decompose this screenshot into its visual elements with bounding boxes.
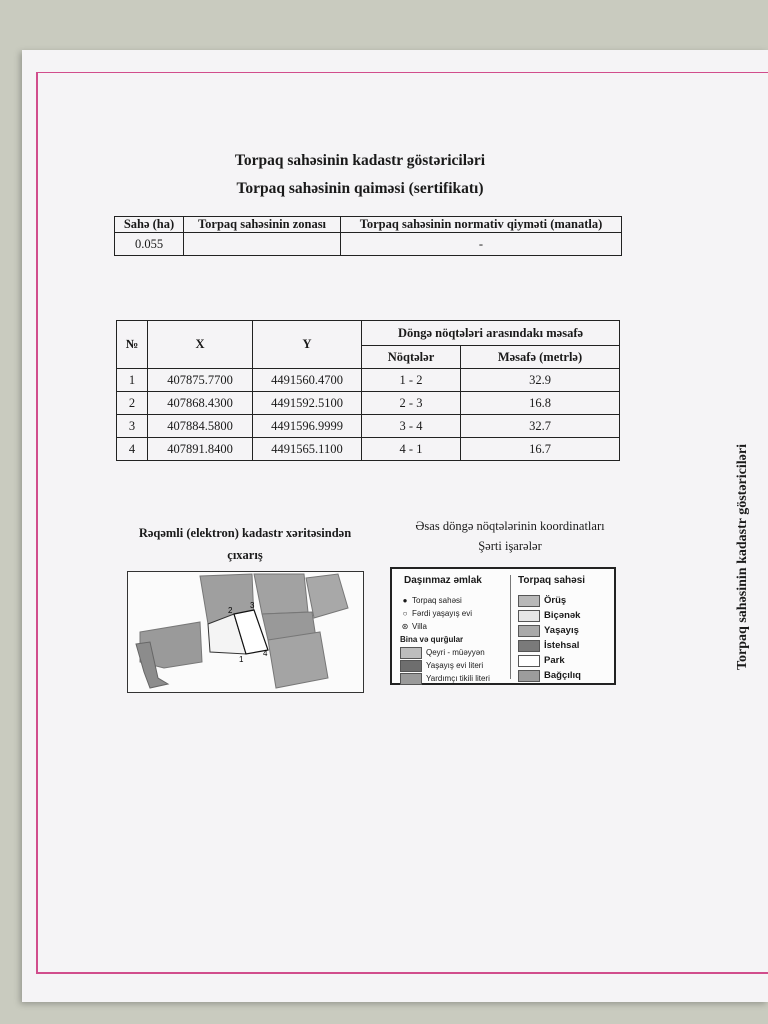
map-point-label: 1 [239,655,244,664]
legend-divider [510,575,511,679]
legend-heading: Torpaq sahəsi [518,575,586,586]
swatch-icon [400,647,422,659]
map-caption-line: Rəqəmli (elektron) kadastr xəritəsindən [138,526,352,540]
map-drawing [128,572,362,691]
x-value: 407891.8400 [148,438,253,461]
swatch-icon [518,670,540,682]
document-title: Torpaq sahəsinin kadastr göstəriciləri [234,152,486,169]
swatch-icon [518,610,540,622]
legend-box [390,567,616,685]
legend-caption [385,516,635,556]
legend-item: İstehsal [518,639,614,654]
legend-heading: Daşınmaz əmlak [404,575,482,586]
distance-value: 32.9 [461,369,620,392]
x-value: 407875.7700 [148,369,253,392]
map-caption-line: çıxarış [227,548,263,562]
legend-caption-line: Şərti işarələr [478,539,542,553]
header-area: Sahə (ha) [115,217,184,233]
legend-item: ● Torpaq sahəsi [400,594,506,607]
table-row [117,392,620,415]
header-number: № [117,321,148,369]
distance-value: 16.7 [461,438,620,461]
swatch-icon [518,625,540,637]
area-value: 0.055 [115,233,184,256]
map-point-label: 2 [228,606,233,615]
summary-table [114,216,622,256]
legend-item: Yaşayış [518,624,614,639]
legend-item: Bağçılıq [518,669,614,684]
house-icon: ○ [402,609,408,618]
y-value: 4491592.5100 [253,392,362,415]
points-value: 2 - 3 [362,392,461,415]
row-number: 1 [117,369,148,392]
header-points: Nöqtələr [362,346,461,369]
dot-icon: ● [402,596,408,605]
header-y: Y [253,321,362,369]
y-value: 4491560.4700 [253,369,362,392]
legend-item: Qeyri - müəyyən [400,646,506,659]
header-x: X [148,321,253,369]
table-row [117,438,620,461]
map-point-label: 4 [263,649,268,658]
row-number: 3 [117,415,148,438]
y-value: 4491596.9999 [253,415,362,438]
header-normative-price: Torpaq sahəsinin normativ qiyməti (manatla) [341,217,622,233]
header-distance-group: Döngə nöqtələri arasındakı məsafə [362,321,620,346]
villa-icon: ⊛ [401,622,409,631]
header-distance: Məsafə (metrlə) [461,346,620,369]
points-value: 4 - 1 [362,438,461,461]
legend-item: Park [518,654,614,669]
table-header-row [115,217,622,233]
price-value: - [341,233,622,256]
points-value: 1 - 2 [362,369,461,392]
legend-land-column [518,575,614,684]
legend-item: Örüş [518,594,614,609]
distance-value: 32.7 [461,415,620,438]
swatch-icon [518,655,540,667]
map-caption [125,522,365,566]
table-row [117,415,620,438]
legend-item: ○ Fərdi yaşayış evi [400,607,506,620]
side-title-text: Torpaq sahəsinin kadastr göstəriciləri [735,444,750,670]
row-number: 2 [117,392,148,415]
zone-value [184,233,341,256]
legend-item: Biçənək [518,609,614,624]
table-header-row [117,321,620,346]
x-value: 407884.5800 [148,415,253,438]
swatch-icon [518,595,540,607]
y-value: 4491565.1100 [253,438,362,461]
legend-item: Yaşayış evi literi [400,659,506,672]
legend-item: ⊛ Villa [401,622,427,631]
map-point-label: 3 [250,601,255,610]
swatch-icon [518,640,540,652]
distance-value: 16.8 [461,392,620,415]
coordinates-table [116,320,620,461]
x-value: 407868.4300 [148,392,253,415]
legend-caption-line: Əsas döngə nöqtələrinin koordinatları [415,519,605,533]
row-number: 4 [117,438,148,461]
cadastral-map-extract [127,571,364,693]
header-zone: Torpaq sahəsinin zonası [184,217,341,233]
table-row [117,369,620,392]
legend-item: Yardımçı tikili literi [400,672,506,685]
side-title [735,420,765,680]
swatch-icon [400,673,422,685]
table-row [115,233,622,256]
legend-subheading: Bina və qurğular [400,635,464,644]
legend-property-column [400,575,506,685]
document-subtitle: Torpaq sahəsinin qaiməsi (sertifikatı) [236,180,484,197]
points-value: 3 - 4 [362,415,461,438]
swatch-icon [400,660,422,672]
